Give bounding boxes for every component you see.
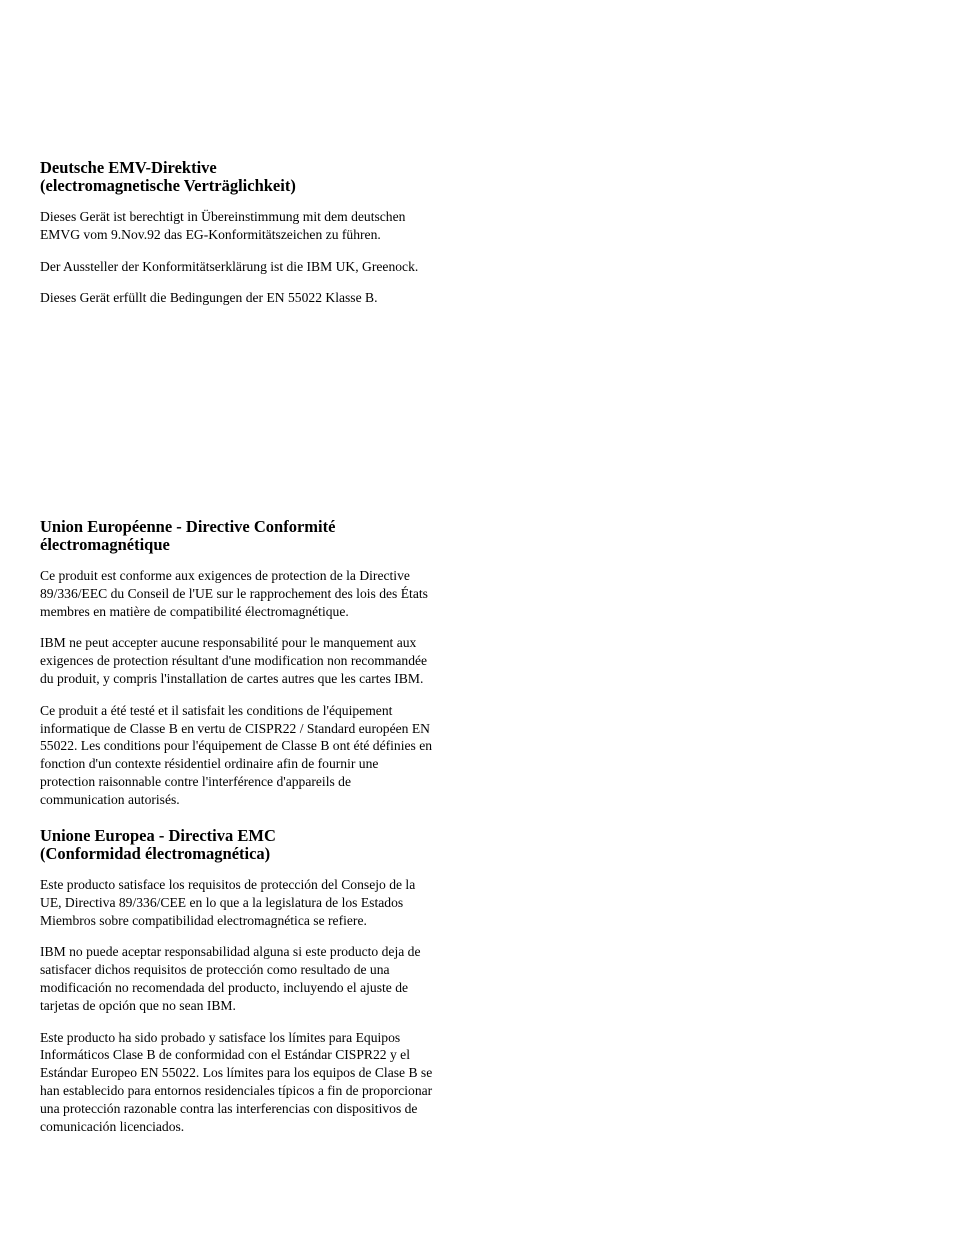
text-line: Ce produit a été testé et il satisfait les conditions de l'équipement [40, 702, 393, 718]
text-line: Der Aussteller der Konformitätserklärung ist die IBM UK, Greenock. [40, 258, 419, 274]
paragraph [40, 876, 480, 929]
title-line: Union Européenne - Directive Conformité [40, 517, 336, 536]
paragraph [40, 289, 480, 307]
text-line: exigences de protection résultant d'une modification non recommandée [40, 653, 428, 669]
text-line: communication autorisés. [40, 791, 180, 807]
title-line: Deutsche EMV-Direktive [40, 158, 217, 177]
text-line: comunicación licenciados. [40, 1118, 185, 1134]
text-line: Este producto satisface los requisitos de protección del Consejo de la [40, 877, 416, 892]
text-line: protection raisonnable contre l'interférence d'appareils de [40, 773, 351, 789]
paragraph [40, 567, 480, 620]
paragraph [40, 258, 480, 276]
title-line: électromagnétique [40, 535, 170, 554]
text-line: Ce produit est conforme aux exigences de protection de la Directive [40, 568, 410, 583]
text-line: Informáticos Clase B de conformidad con el Estándar CISPR22 y el [40, 1047, 410, 1063]
title-line: (electromagnetische Verträglichkeit) [40, 176, 296, 195]
text-line: han establecido para entornos residenciales típicos a fin de proporcionar [40, 1082, 433, 1098]
text-line: informatique de Classe B en vertu de CISPR22 / Standard européen EN [40, 720, 430, 736]
paragraph [40, 634, 480, 687]
text-line: du produit, y compris l'installation de cartes autres que les cartes IBM. [40, 670, 424, 686]
section-title [40, 518, 480, 554]
text-line: UE, Directiva 89/336/CEE en lo que a la legislatura de los Estados [40, 894, 404, 910]
text-line: satisfacer dichos requisitos de protección como resultado de una [40, 962, 390, 978]
text-line: una protección razonable contra las interferencias con dispositivos de [40, 1100, 418, 1116]
section-german-emc [40, 159, 480, 321]
text-line: membres en matière de compatibilité électromagnétique. [40, 603, 349, 619]
section-title [40, 827, 480, 863]
text-line: fonction d'un contexte résidentiel ordinaire afin de fournir une [40, 756, 379, 772]
title-line: (Conformidad électromagnética) [40, 844, 271, 863]
title-line: Unione Europea - Directiva EMC [40, 826, 276, 845]
text-line: Dieses Gerät ist berechtigt in Übereinstimmung mit dem deutschen [40, 209, 406, 224]
paragraph [40, 943, 480, 1014]
text-line: tarjetas de opción que no sean IBM. [40, 997, 236, 1013]
text-line: Este producto ha sido probado y satisface los límites para Equipos [40, 1029, 401, 1045]
text-line: EMVG vom 9.Nov.92 das EG-Konformitätszeichen zu führen. [40, 226, 381, 242]
paragraph [40, 702, 480, 809]
section-french-emc [40, 518, 480, 823]
text-line: 55022. Les conditions pour l'équipement de Classe B ont été définies en [40, 738, 433, 754]
text-line: IBM no puede aceptar responsabilidad alguna si este producto deja de [40, 944, 421, 960]
section-title [40, 159, 480, 195]
section-spanish-emc [40, 827, 480, 1149]
paragraph [40, 1029, 480, 1136]
text-line: Dieses Gerät erfüllt die Bedingungen der EN 55022 Klasse B. [40, 290, 378, 306]
paragraph [40, 208, 480, 244]
text-line: Estándar Europeo EN 55022. Los límites para los equipos de Clase B se [40, 1065, 433, 1081]
text-line: Miembros sobre compatibilidad electromagnética se refiere. [40, 912, 367, 928]
text-line: 89/336/EEC du Conseil de l'UE sur le rapprochement des lois des États [40, 585, 428, 601]
text-line: modificación no recomendada del producto, incluyendo el ajuste de [40, 979, 409, 995]
text-line: IBM ne peut accepter aucune responsabilité pour le manquement aux [40, 635, 417, 651]
